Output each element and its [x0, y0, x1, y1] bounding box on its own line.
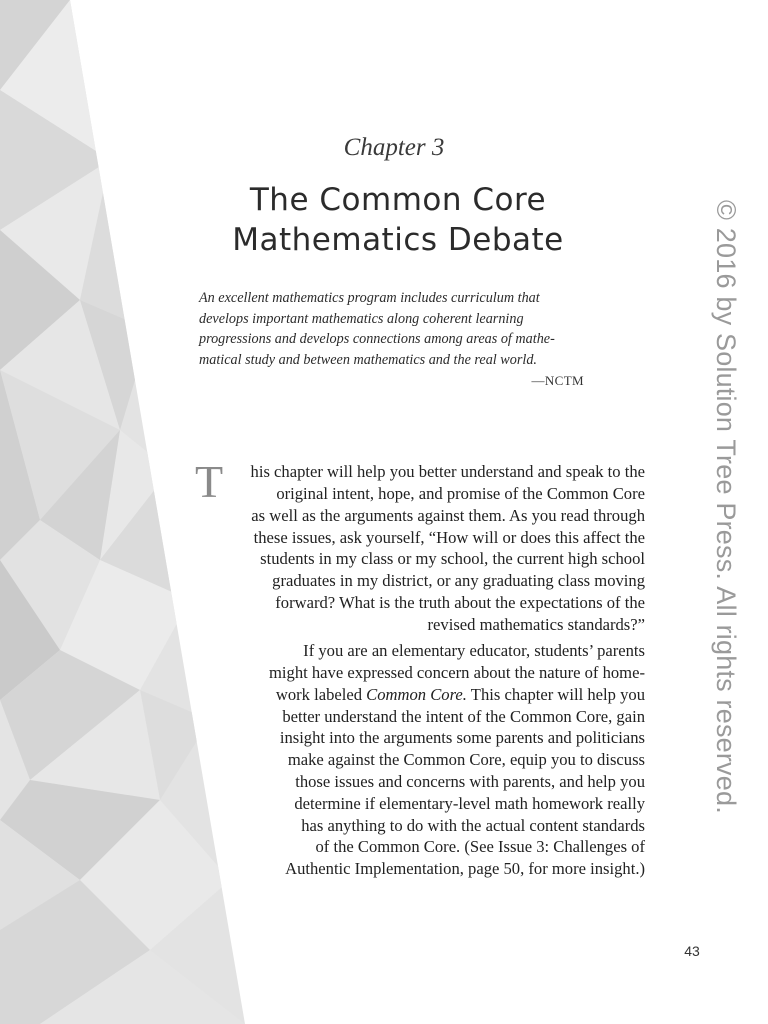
paragraph-text: work labeled: [275, 685, 367, 704]
paragraph-line: insight into the arguments some parents and politicians: [279, 728, 645, 747]
paragraph-line: forward? What is the truth about the expectations of the: [275, 593, 645, 612]
chapter-title-line-1: The Common Core: [249, 182, 547, 218]
chapter-title-line-2: Mathematics Debate: [232, 222, 564, 258]
paragraph-line: original intent, hope, and promise of the Common Core: [276, 484, 645, 503]
paragraph-line: determine if elementary-level math homework really: [294, 794, 645, 813]
paragraph-line: of the Common Core. (See Issue 3: Challenges of: [315, 837, 645, 856]
paragraph-line: might have expressed concern about the nature of home-: [269, 663, 645, 682]
paragraph-line: graduates in my district, or any graduating class moving: [272, 571, 645, 590]
paragraph-line: his chapter will help you better understand and speak to the: [250, 462, 645, 481]
chapter-label: Chapter 3: [343, 134, 445, 161]
paragraph-line: students in my class or my school, the current high school: [260, 549, 645, 568]
paragraph-line: these issues, ask yourself, “How will or does this affect the: [253, 528, 645, 547]
paragraph-text: This chapter will help you: [466, 685, 645, 704]
paragraph-line: as well as the arguments against them. As you read through: [251, 506, 645, 525]
paragraph-line: make against the Common Core, equip you to discuss: [287, 750, 645, 769]
copyright-watermark: © 2016 by Solution Tree Press. All rights reserved.: [711, 200, 741, 814]
paragraph-line: those issues and concerns with parents, and help you: [295, 772, 645, 791]
paragraph-line: better understand the intent of the Common Core, gain: [282, 707, 645, 726]
paragraph-line: Authentic Implementation, page 50, for more insight.): [285, 859, 645, 878]
chapter-title: [0, 180, 768, 260]
paragraph-line: [276, 684, 645, 706]
epigraph-quote: An excellent mathematics program includes curriculum that develops important mathematics along coherent learning progressions and develops connections among areas of mathe-matical study and between mathematics and the real world.: [199, 290, 555, 368]
paragraph-line: If you are an elementary educator, students’ parents: [303, 641, 645, 660]
epigraph-attribution: —NCTM: [531, 373, 584, 388]
drop-cap: T: [195, 456, 224, 507]
page-number: 43: [684, 943, 700, 959]
paragraph-line: revised mathematics standards?”: [427, 615, 645, 634]
paragraph-line: has anything to do with the actual content standards: [301, 816, 645, 835]
emphasized-term: Common Core.: [366, 685, 467, 704]
